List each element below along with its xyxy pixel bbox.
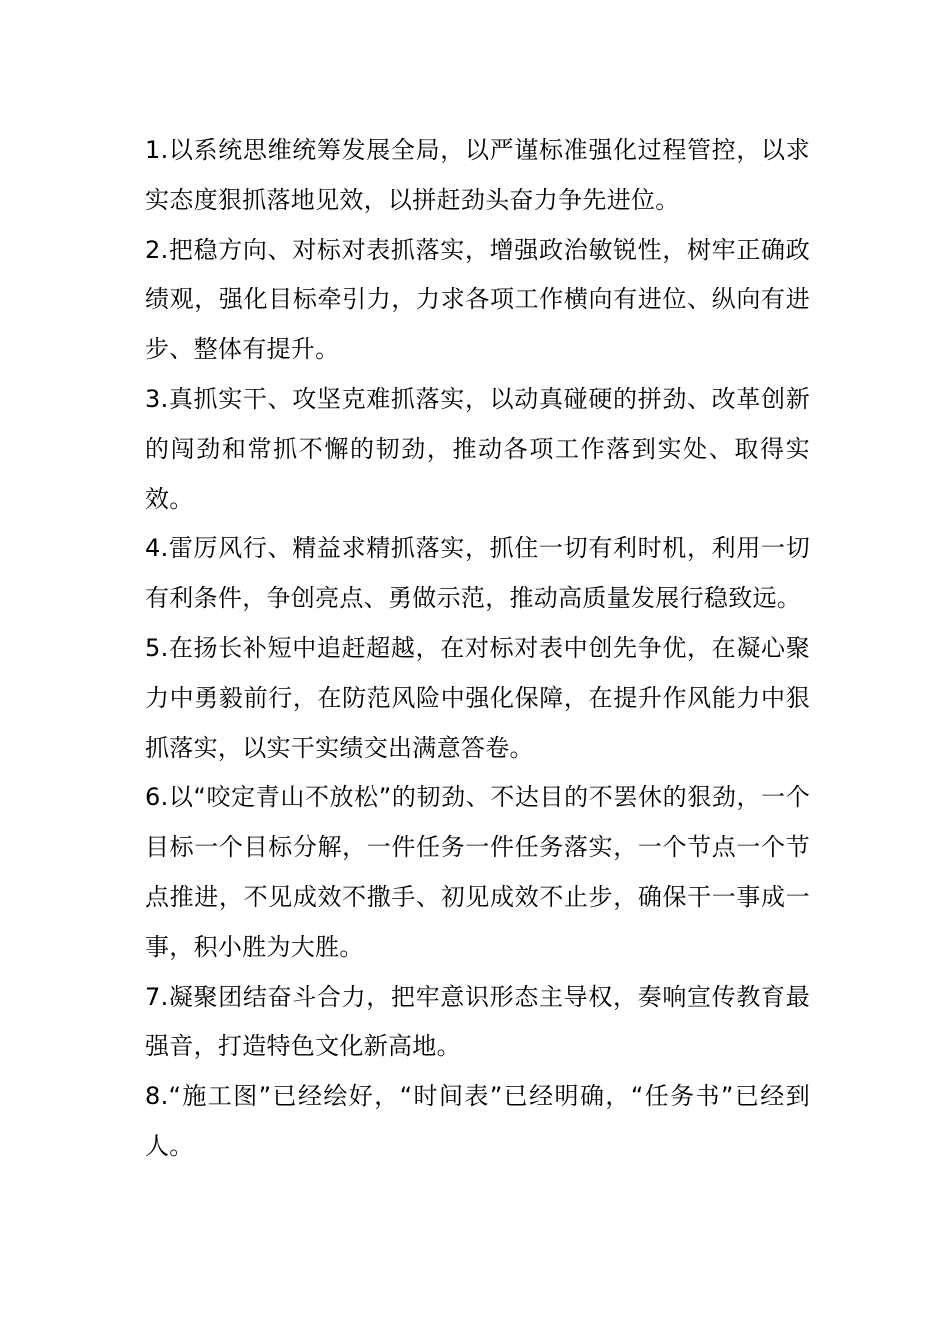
paragraph-2: 2.把稳方向、对标对表抓落实，增强政治敏锐性，树牢正确政绩观，强化目标牵引力，力求各项工作横向有进位、纵向有进步、整体有提升。	[145, 235, 810, 364]
paragraph-8: 8.“施工图”已经绘好，“时间表”已经明确，“任务书”已经到人。	[145, 1082, 810, 1160]
paragraph-1: 1.以系统思维统筹发展全局，以严谨标准强化过程管控，以求实态度狠抓落地见效，以拼赶劲头奋力争先进位。	[145, 136, 810, 214]
paragraph-5: 5.在扬长补短中追赶超越，在对标对表中创先争优，在凝心聚力中勇毅前行，在防范风险中强化保障，在提升作风能力中狠抓落实，以实干实绩交出满意答卷。	[145, 633, 810, 762]
paragraph-6: 6.以“咬定青山不放松”的韧劲、不达目的不罢休的狠劲，一个目标一个目标分解，一件任务一件任务落实，一个节点一个节点推进，不见成效不撒手、初见成效不止步，确保干一事成一事，积小胜为大胜。	[145, 783, 810, 961]
paragraph-7: 7.凝聚团结奋斗合力，把牢意识形态主导权，奏响宣传教育最强音，打造特色文化新高地。	[145, 982, 810, 1061]
paragraph-3: 3.真抓实干、攻坚克难抓落实，以动真碰硬的拼劲、改革创新的闯劲和常抓不懈的韧劲，推动各项工作落到实处、取得实效。	[145, 384, 810, 513]
paragraph-4: 4.雷厉风行、精益求精抓落实，抓住一切有利时机，利用一切有利条件，争创亮点、勇做示范，推动高质量发展行稳致远。	[145, 534, 810, 613]
document-body	[145, 126, 810, 1172]
